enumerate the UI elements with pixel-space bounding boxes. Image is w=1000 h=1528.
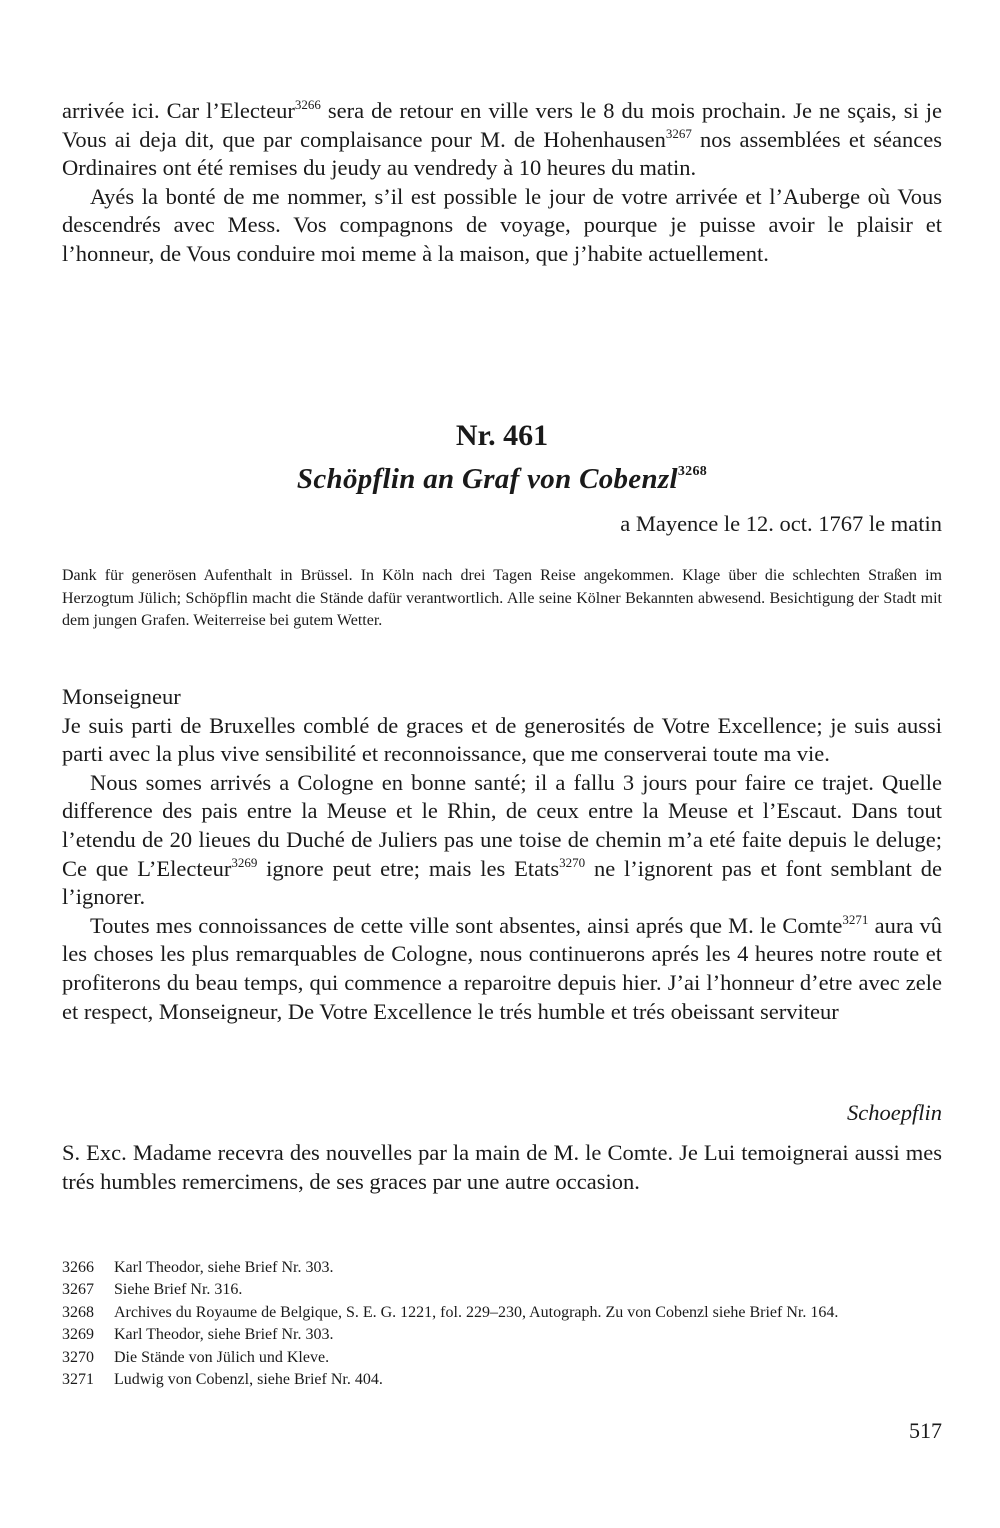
footnote-text: Siehe Brief Nr. 316. <box>114 1281 243 1299</box>
footnote-ref[interactable]: 3269 <box>231 854 258 870</box>
footnote <box>62 1347 942 1369</box>
footnote-number: 3270 <box>62 1348 94 1366</box>
footnote-text: Karl Theodor, siehe Brief Nr. 303. <box>114 1259 334 1276</box>
footnote-number: 3268 <box>62 1303 94 1321</box>
document-page <box>62 97 943 1389</box>
footnote-ref[interactable]: 3266 <box>294 97 321 112</box>
signature: Schoepflin <box>847 1100 942 1125</box>
footnote-text: Karl Theodor, siehe Brief Nr. 303. <box>114 1326 334 1344</box>
letter-number: Nr. 461 <box>455 419 549 452</box>
letter-paragraph-1: Je suis parti de Bruxelles comblé de graces et de generosités de Votre Excellence; je suis aussi parti avec la plus vive sensibilité et reconnoissance, que me conserverai toute ma vie. <box>62 712 942 767</box>
footnote-number: 3271 <box>62 1371 94 1389</box>
letter-title: Schöpflin an Graf von Cobenzl$^{3268}$ <box>296 463 708 495</box>
letter-paragraph-2: Nous somes arrivés a Cologne en bonne santé; il a fallu 3 jours pour faire ce trajet. Quelle difference des pais entre la Meuse et le Rhin, de ceux entre la Meuse et l’Escaut. Dans tout l’etendu de 20 lieues du Duché de Juliers pas une toise de chemin m’a eté faite depuis le deluge; Ce que L’Electeur$^{3269}$ ignore peut etre; mais les Etats$^{3270}$ ne l’ignorent pas et font semblant de l’ignorer. <box>62 769 942 910</box>
continued-paragraph-2: Ayés la bonté de me nommer, s’il est possible le jour de votre arrivée et l’Auberge où Vous descendrés avec Mess. Vos compagnons de voyage, pourque je puisse avoir le plaisir et l’honneur, de Vous conduire moi meme à la maison, que j’habite actuellement. <box>62 183 942 266</box>
footnote-text: Die Stände von Jülich und Kleve. <box>114 1348 330 1366</box>
letter-paragraph-3: Toutes mes connoissances de cette ville sont absentes, ainsi aprés que M. le Comte$^{3271}$ aura vû les choses les plus remarquables de Cologne, nous continuerons aprés les 4 heures notre route et profiterons du beau temps, qui commence a reparoitre depuis hier. J’ai l’honneur d’etre avec zele et respect, Monseigneur, De Votre Excellence le trés humble et trés obeissant serviteur <box>62 911 942 1024</box>
footnote-ref[interactable]: 3271 <box>842 911 869 927</box>
footnote-text: Archives du Royaume de Belgique, S. E. G. 1221, fol. 229–230, Autograph. Zu von Cobenzl siehe Brief Nr. 164. <box>114 1303 839 1321</box>
footnote <box>62 1324 942 1346</box>
continued-paragraph-1: arrivée ici. Car l’Electeur$^{3266}$ sera de retour en ville vers le 8 du mois prochain. Je ne sçais, si je Vous ai deja dit, que par complaisance pour M. de Hohenhausen$^{3267}$ nos assemblées et séances Ordinaires ont été remises du jeudy au vendredy à 10 heures du matin. <box>62 97 943 181</box>
salutation: Monseigneur <box>62 684 181 709</box>
postscript <box>62 1139 942 1196</box>
footnote <box>62 1302 942 1324</box>
footnote-text: Ludwig von Cobenzl, siehe Brief Nr. 404. <box>114 1371 383 1389</box>
footnote <box>62 1257 942 1279</box>
footnotes <box>62 1257 942 1391</box>
page-number: 517 <box>909 1418 942 1443</box>
footnote <box>62 1369 942 1391</box>
letter-summary: Dank für generösen Aufenthalt in Brüssel. In Köln nach drei Tagen Reise angekommen. Klage über die schlechten Straßen im Herzogtum Jülich; Schöpflin macht die Stände dafür verantwortlich. Alle seine Kölner Bekannten abwesend. Besichtigung der Stadt mit dem jungen Grafen. Weiterreise bei gutem Wetter. <box>62 567 942 630</box>
footnote-number: 3266 <box>62 1259 94 1276</box>
footnote-ref[interactable]: 3268 <box>677 464 708 479</box>
footnote-number: 3267 <box>62 1281 94 1299</box>
postscript-text: S. Exc. Madame recevra des nouvelles par la main de M. le Comte. Je Lui temoignerai aussi mes trés humbles remercimens, de ses graces par une autre occasion. <box>62 1140 942 1194</box>
footnote-number: 3269 <box>62 1326 94 1344</box>
footnote <box>62 1279 942 1301</box>
letter-body <box>62 683 942 1026</box>
letter-dateline: a Mayence le 12. oct. 1767 le matin <box>620 511 942 536</box>
footnote-ref[interactable]: 3267 <box>665 125 692 141</box>
footnote-ref[interactable]: 3270 <box>559 854 586 870</box>
